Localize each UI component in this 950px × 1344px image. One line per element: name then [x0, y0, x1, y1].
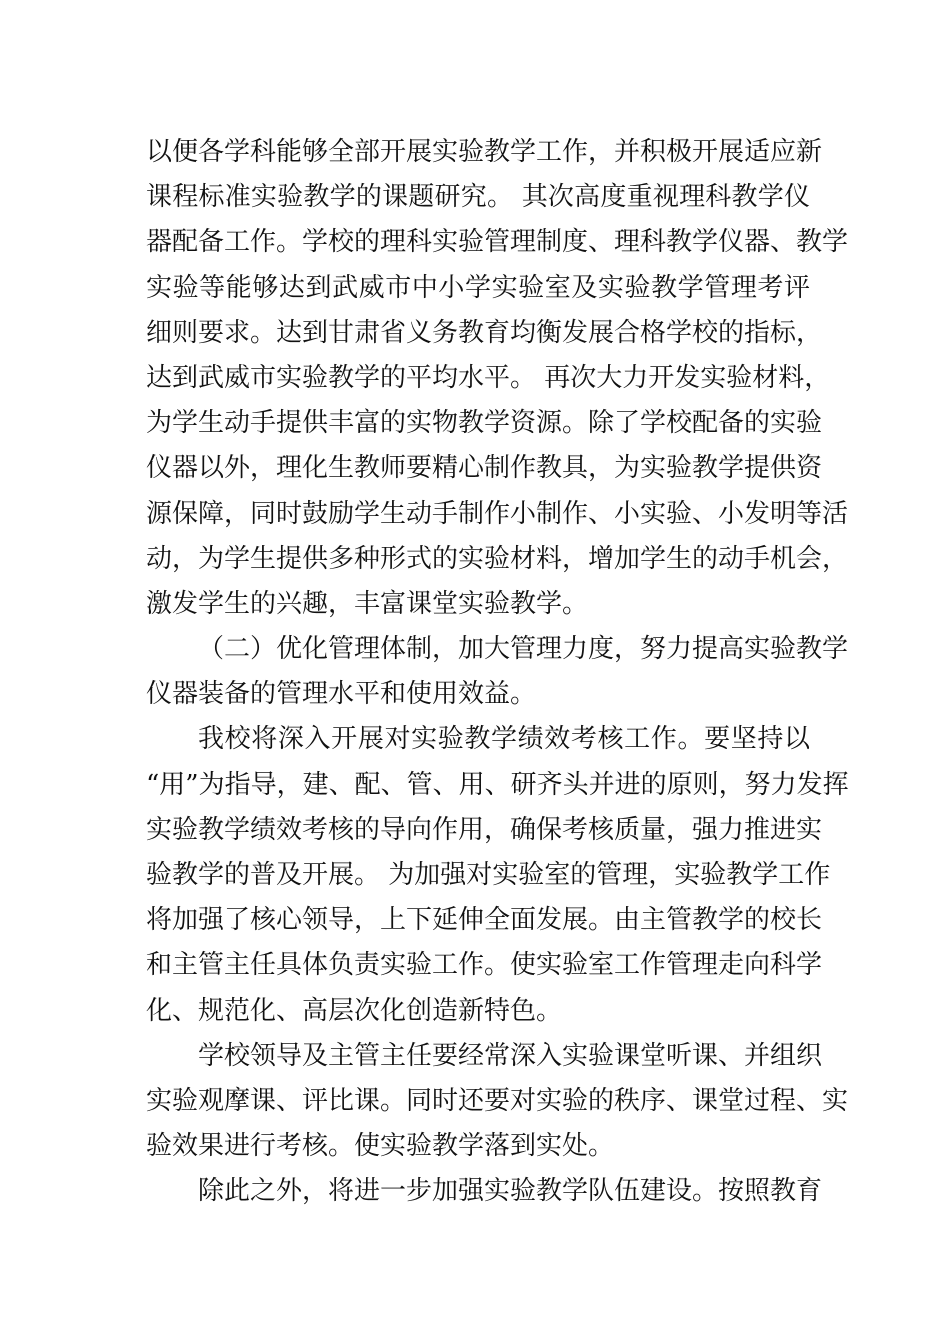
body-text [146, 130, 849, 1215]
text-line: 课程标准实验教学的课题研究。 其次高度重视理科教学仪 [146, 182, 810, 213]
text-line: 仪器以外，理化生教师要精心制作教具，为实验教学提供资 [146, 453, 823, 484]
text-line: 除此之外，将进一步加强实验教学队伍建设。按照教育 [198, 1176, 823, 1207]
text-line: 以便各学科能够全部开展实验教学工作，并积极开展适应新 [146, 137, 823, 167]
text-line: 动，为学生提供多种形式的实验材料，增加学生的动手机会， [146, 543, 849, 574]
text-line: 将加强了核心领导，上下延伸全面发展。由主管教学的校长 [146, 905, 823, 936]
text-line: 源保障，同时鼓励学生动手制作小制作、小实验、小发明等活 [146, 498, 849, 529]
text-line: 验教学的普及开展。 为加强对实验室的管理，实验教学工作 [146, 860, 831, 890]
text-line: 和主管主任具体负责实验工作。使实验室工作管理走向科学 [146, 950, 823, 981]
text-line: 我校将深入开展对实验教学绩效考核工作。要坚持以 [198, 724, 810, 755]
text-line: 验效果进行考核。使实验教学落到实处。 [146, 1131, 615, 1162]
text-line: 激发学生的兴趣，丰富课堂实验教学。 [146, 588, 589, 619]
text-line: 实验等能够达到武威市中小学实验室及实验教学管理考评 [146, 272, 810, 303]
text-line: 达到武威市实验教学的平均水平。 再次大力开发实验材料， [146, 362, 831, 393]
text-line: （二）优化管理体制，加大管理力度，努力提高实验教学 [198, 634, 849, 665]
text-line: 为学生动手提供丰富的实物教学资源。除了学校配备的实验 [146, 408, 823, 439]
text-line: 细则要求。达到甘肃省义务教育均衡发展合格学校的指标， [146, 317, 823, 348]
text-line: 实验观摩课、评比课。同时还要对实验的秩序、课堂过程、实 [146, 1085, 849, 1116]
text-line: 学校领导及主管主任要经常深入实验课堂听课、并组织 [198, 1040, 823, 1071]
text-line: 化、规范化、高层次化创造新特色。 [146, 995, 563, 1026]
text-line: 仪器装备的管理水平和使用效益。 [146, 679, 537, 710]
text-line: 器配备工作。学校的理科实验管理制度、理科教学仪器、教学 [146, 227, 849, 258]
text-line: 实验教学绩效考核的导向作用，确保考核质量，强力推进实 [146, 814, 823, 845]
text-line: “用”为指导，建、配、管、用、研齐头并进的原则，努力发挥 [146, 769, 849, 800]
